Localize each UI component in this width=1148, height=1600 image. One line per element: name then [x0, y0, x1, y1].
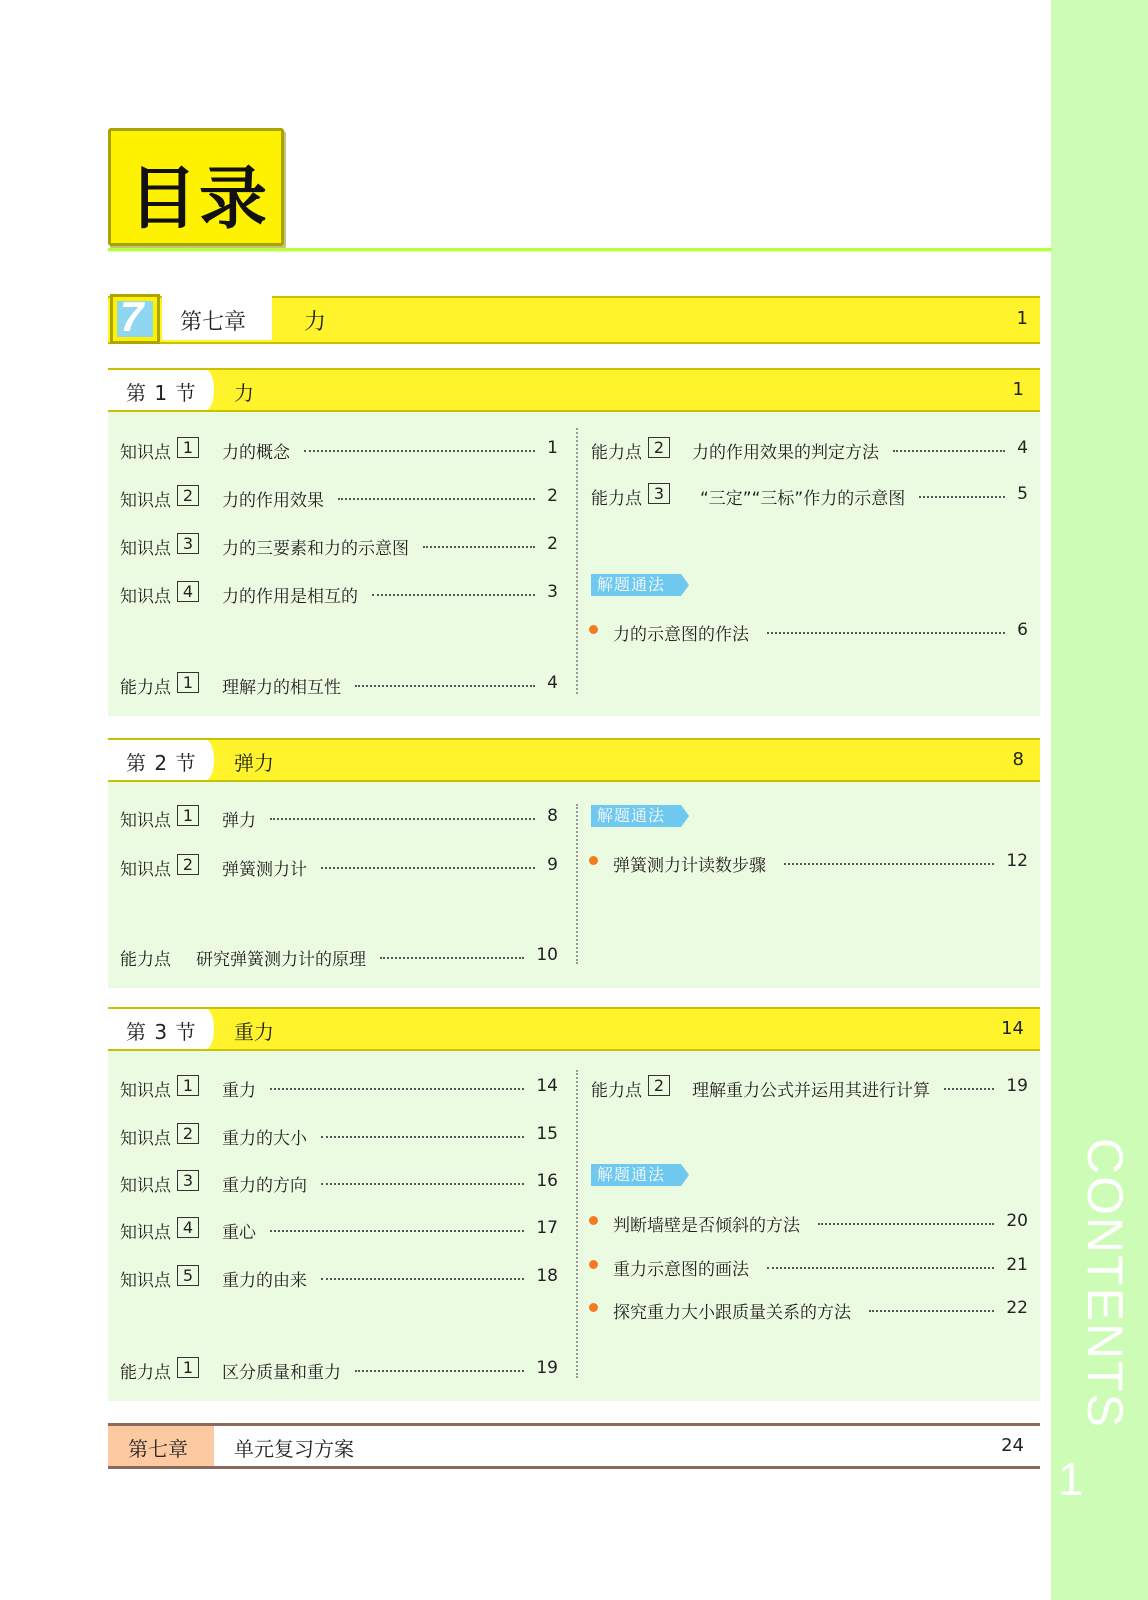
section-title: 重力	[234, 1020, 274, 1044]
entry-kind: 知识点	[120, 1176, 171, 1196]
entry-kind: 知识点	[120, 491, 171, 511]
entry-number-box: 1	[177, 1357, 199, 1378]
leader-dots	[767, 632, 1005, 634]
section-label: 第 3 节	[126, 1020, 197, 1044]
entry-number-box: 4	[177, 1217, 199, 1238]
review-page: 24	[1001, 1435, 1024, 1456]
entry-title: 重力的方向	[222, 1176, 307, 1196]
chapter-number: 7	[120, 293, 144, 340]
leader-dots	[944, 1088, 994, 1090]
entry-page: 19	[1006, 1076, 1028, 1096]
section-bar[interactable]	[108, 738, 1040, 782]
entry-page: 2	[547, 534, 558, 554]
toc-entry[interactable]	[120, 943, 558, 970]
entry-kind: 能力点	[591, 443, 642, 463]
method-entry[interactable]	[589, 849, 1028, 876]
toc-entry[interactable]	[591, 1074, 1028, 1101]
entry-title: 力的概念	[222, 443, 290, 463]
section-page: 14	[1001, 1018, 1024, 1039]
toc-entry[interactable]	[120, 1122, 558, 1149]
entry-title: 重力的大小	[222, 1129, 307, 1149]
leader-dots	[919, 496, 1005, 498]
leader-dots	[338, 498, 535, 500]
unit-review-bar[interactable]	[108, 1423, 1040, 1469]
entry-title: 力的作用效果的判定方法	[692, 443, 879, 463]
entry-page: 5	[1017, 484, 1028, 504]
toc-entry[interactable]	[120, 484, 558, 511]
chapter-number-badge	[110, 294, 160, 344]
column-divider	[576, 428, 578, 694]
entry-number-box: 2	[648, 437, 670, 458]
leader-dots	[893, 450, 1005, 452]
entry-number-box: 2	[177, 1123, 199, 1144]
bullet-icon	[589, 1260, 598, 1269]
entry-number-box: 3	[648, 483, 670, 504]
entry-kind: 知识点	[120, 1081, 171, 1101]
entry-title: 力的作用是相互的	[222, 587, 358, 607]
toc-entry[interactable]	[120, 1169, 558, 1196]
entry-page: 3	[547, 582, 558, 602]
toc-entry[interactable]	[120, 1356, 558, 1383]
entry-number-box: 1	[177, 805, 199, 826]
entry-title: 理解重力公式并运用其进行计算	[692, 1081, 930, 1101]
section-label: 第 2 节	[126, 751, 197, 775]
entry-number-box: 2	[177, 854, 199, 875]
leader-dots	[304, 450, 535, 452]
entry-page: 14	[536, 1076, 558, 1096]
column-divider	[576, 1070, 578, 1378]
section-page: 8	[1012, 749, 1024, 770]
section-bar[interactable]	[108, 1007, 1040, 1051]
section-title: 力	[234, 381, 254, 405]
leader-dots	[355, 685, 535, 687]
method-title: 重力示意图的画法	[613, 1260, 749, 1280]
entry-title: 力的三要素和力的示意图	[222, 539, 409, 559]
bullet-icon	[589, 625, 598, 634]
entry-title: 重力	[222, 1081, 256, 1101]
leader-dots	[380, 957, 524, 959]
entry-page: 2	[547, 486, 558, 506]
entry-kind: 知识点	[120, 587, 171, 607]
method-tag: 解题通法	[591, 574, 681, 596]
method-title: 力的示意图的作法	[613, 625, 749, 645]
bullet-icon	[589, 856, 598, 865]
entry-kind: 知识点	[120, 1129, 171, 1149]
entry-title: 弹簧测力计	[222, 860, 307, 880]
entry-page: 9	[547, 855, 558, 875]
review-title: 单元复习方案	[234, 1437, 354, 1461]
chapter-label: 第七章	[180, 310, 247, 335]
entry-page: 4	[1017, 438, 1028, 458]
entry-title: 力的作用效果	[222, 491, 324, 511]
entry-number-box: 2	[177, 485, 199, 506]
entry-number-box: 3	[177, 1170, 199, 1191]
toc-entry[interactable]	[120, 1074, 558, 1101]
entry-kind: 能力点	[591, 1081, 642, 1101]
section-title: 弹力	[234, 751, 274, 775]
toc-entry[interactable]	[120, 1264, 558, 1291]
method-entry[interactable]	[589, 1296, 1028, 1323]
section-bar[interactable]	[108, 368, 1040, 412]
leader-dots	[321, 1136, 524, 1138]
leader-dots	[321, 867, 535, 869]
entry-number-box: 1	[177, 437, 199, 458]
entry-number-box: 5	[177, 1265, 199, 1286]
entry-title: 重心	[222, 1223, 256, 1243]
leader-dots	[869, 1310, 994, 1312]
section-label: 第 1 节	[126, 381, 197, 405]
entry-kind: 知识点	[120, 1223, 171, 1243]
method-entry[interactable]	[589, 618, 1028, 645]
leader-dots	[818, 1223, 994, 1225]
entry-kind: 知识点	[120, 539, 171, 559]
entry-kind: 能力点	[120, 950, 171, 970]
entry-title: 区分质量和重力	[222, 1363, 341, 1383]
entry-number-box: 3	[177, 533, 199, 554]
toc-entry[interactable]	[591, 482, 1028, 509]
entry-number-box: 1	[177, 672, 199, 693]
leader-dots	[270, 1088, 524, 1090]
method-page: 20	[1006, 1211, 1028, 1231]
toc-entry[interactable]	[120, 580, 558, 607]
toc-entry[interactable]	[120, 532, 558, 559]
entry-page: 17	[536, 1218, 558, 1238]
method-entry[interactable]	[589, 1209, 1028, 1236]
entry-page: 16	[536, 1171, 558, 1191]
bullet-icon	[589, 1216, 598, 1225]
method-entry[interactable]	[589, 1253, 1028, 1280]
toc-entry[interactable]	[591, 436, 1028, 463]
entry-page: 4	[547, 673, 558, 693]
toc-entry[interactable]	[120, 804, 558, 831]
section-page: 1	[1012, 379, 1024, 400]
method-page: 12	[1006, 851, 1028, 871]
entry-kind: 能力点	[120, 678, 171, 698]
toc-title: 目录	[129, 160, 270, 239]
entry-page: 8	[547, 806, 558, 826]
entry-kind: 能力点	[120, 1363, 171, 1383]
chapter-page: 1	[1016, 308, 1028, 329]
entry-page: 18	[536, 1266, 558, 1286]
method-page: 21	[1006, 1255, 1028, 1275]
column-divider	[576, 804, 578, 964]
entry-kind: 能力点	[591, 489, 642, 509]
method-title: 弹簧测力计读数步骤	[613, 856, 766, 876]
leader-dots	[767, 1267, 994, 1269]
contents-side-label: CONTENTS	[1077, 1138, 1133, 1429]
leader-dots	[355, 1370, 524, 1372]
leader-dots	[270, 818, 535, 820]
title-rule-shadow	[108, 251, 1052, 252]
toc-entry[interactable]	[120, 1216, 558, 1243]
entry-page: 10	[536, 945, 558, 965]
entry-number-box: 2	[648, 1075, 670, 1096]
entry-kind: 知识点	[120, 443, 171, 463]
entry-number-box: 4	[177, 581, 199, 602]
method-tag: 解题通法	[591, 1164, 681, 1186]
entry-kind: 知识点	[120, 1271, 171, 1291]
entry-kind: 知识点	[120, 860, 171, 880]
entry-page: 19	[536, 1358, 558, 1378]
leader-dots	[423, 546, 535, 548]
side-page-number: 1	[1058, 1453, 1084, 1505]
toc-entry[interactable]	[120, 853, 558, 880]
bullet-icon	[589, 1303, 598, 1312]
leader-dots	[270, 1230, 524, 1232]
entry-title: 重力的由来	[222, 1271, 307, 1291]
entry-number-box: 1	[177, 1075, 199, 1096]
entry-title: “三定”“三标”作力的示意图	[700, 489, 906, 509]
leader-dots	[372, 594, 535, 596]
method-title: 探究重力大小跟质量关系的方法	[613, 1303, 851, 1323]
entry-page: 15	[536, 1124, 558, 1144]
method-title: 判断墙壁是否倾斜的方法	[613, 1216, 800, 1236]
entry-title: 研究弹簧测力计的原理	[196, 950, 366, 970]
toc-entry[interactable]	[120, 436, 558, 463]
review-label: 第七章	[128, 1437, 188, 1461]
method-page: 22	[1006, 1298, 1028, 1318]
leader-dots	[321, 1278, 524, 1280]
method-tag: 解题通法	[591, 805, 681, 827]
leader-dots	[321, 1183, 524, 1185]
entry-title: 弹力	[222, 811, 256, 831]
toc-title-badge	[108, 128, 284, 246]
leader-dots	[784, 863, 994, 865]
chapter-title: 力	[304, 310, 327, 335]
method-page: 6	[1017, 620, 1028, 640]
entry-title: 理解力的相互性	[222, 678, 341, 698]
entry-page: 1	[547, 438, 558, 458]
entry-kind: 知识点	[120, 811, 171, 831]
toc-entry[interactable]	[120, 671, 558, 698]
